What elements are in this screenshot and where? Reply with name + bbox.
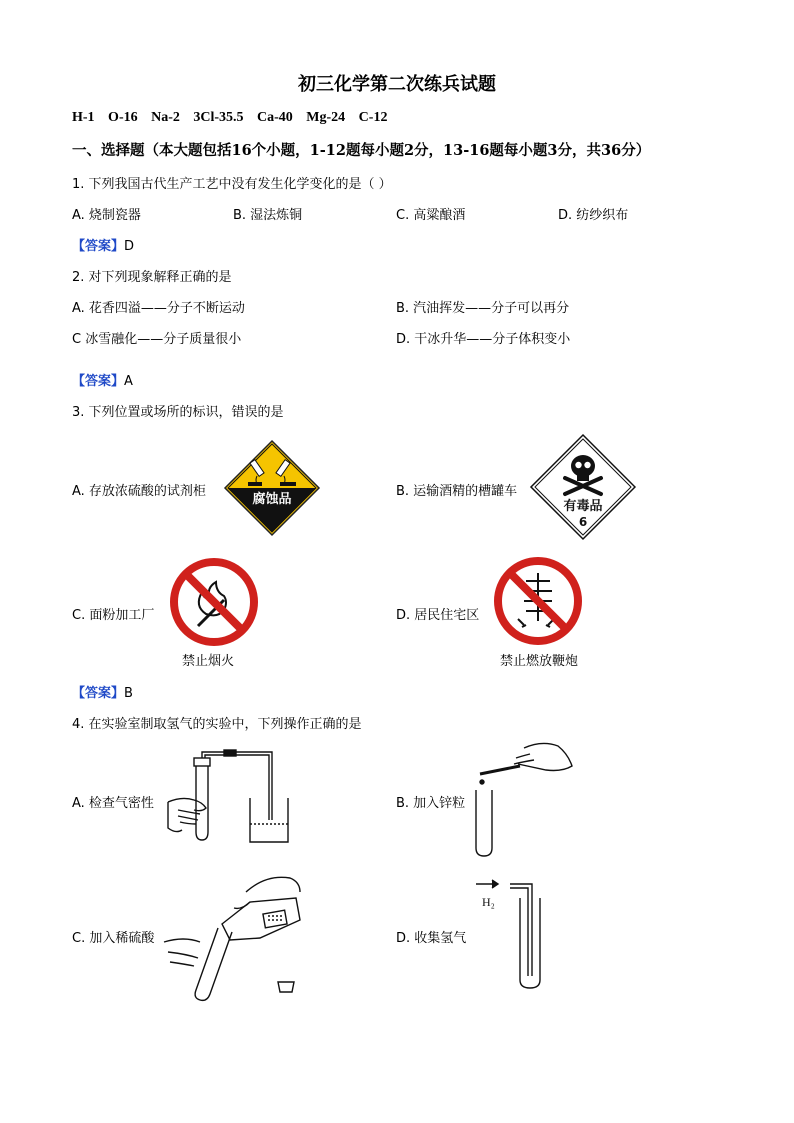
q3-option-c: C. 面粉加工厂 (72, 608, 155, 623)
caption-no-firecrackers: 禁止燃放鞭炮 (500, 654, 579, 669)
q3-option-d: D. 居民住宅区 (396, 608, 480, 623)
q3-option-a: A. 存放浓硫酸的试剂柜 (72, 484, 206, 499)
sign-text-class: 6 (578, 515, 588, 529)
sign-text-corrosive: 腐蚀品 (252, 492, 292, 507)
q1-option-d: D. 纺纱织布 (558, 208, 629, 223)
answer-tag: 【答案】 (72, 686, 125, 701)
q3-answer (72, 682, 133, 701)
q2-option-d: D. 干冰升华——分子体积变小 (396, 332, 571, 347)
no-firecrackers-sign-icon (492, 555, 584, 647)
q1-stem: 1. 下列我国古代生产工艺中没有发生化学变化的是（ ） (72, 177, 392, 192)
q4-stem: 4. 在实验室制取氢气的实验中，下列操作正确的是 (72, 717, 362, 732)
q4-option-d: D. 收集氢气 (396, 931, 467, 946)
sign-text-toxic: 有毒品 (563, 499, 603, 514)
q1-option-b: B. 湿法炼铜 (233, 208, 303, 223)
answer-value: A (124, 374, 133, 389)
q4-option-c: C. 加入稀硫酸 (72, 931, 155, 946)
airtightness-check-diagram (164, 750, 304, 846)
q2-option-c: C 冰雪融化——分子质量很小 (72, 332, 242, 347)
toxic-sign-icon (530, 434, 636, 540)
q4-option-b: B. 加入锌粒 (396, 796, 466, 811)
collect-hydrogen-diagram (470, 876, 560, 994)
add-acid-diagram (160, 872, 310, 998)
q2-option-a: A. 花香四溢——分子不断运动 (72, 301, 245, 316)
section-header: 一、选择题（本大题包括16个小题，1-12题每小题2分，13-16题每小题3分，共36分） (72, 142, 651, 159)
add-zinc-diagram (460, 740, 580, 860)
q4-option-a: A. 检查气密性 (72, 796, 154, 811)
answer-value: D (124, 239, 135, 254)
page-title: 初三化学第二次练兵试题 (298, 74, 496, 95)
answer-tag: 【答案】 (72, 239, 125, 254)
q1-option-a: A. 烧制瓷器 (72, 208, 141, 223)
q3-option-b: B. 运输酒精的槽罐车 (396, 484, 518, 499)
q3-stem: 3. 下列位置或场所的标识，错误的是 (72, 405, 284, 420)
caption-no-fire: 禁止烟火 (182, 654, 235, 669)
q2-stem: 2. 对下列现象解释正确的是 (72, 270, 232, 285)
answer-value: B (124, 686, 133, 701)
atomic-masses: H-1 O-16 Na-2 3Cl-35.5 Ca-40 Mg-24 C-12 (72, 110, 388, 125)
q1-option-c: C. 高粱酿酒 (396, 208, 466, 223)
no-fire-sign-icon (168, 556, 260, 648)
q1-answer (72, 235, 134, 254)
h2-label: H₂ (482, 895, 495, 909)
answer-tag: 【答案】 (72, 374, 125, 389)
q2-answer (72, 370, 133, 389)
corrosive-sign-icon (224, 440, 320, 536)
q2-option-b: B. 汽油挥发——分子可以再分 (396, 301, 570, 316)
